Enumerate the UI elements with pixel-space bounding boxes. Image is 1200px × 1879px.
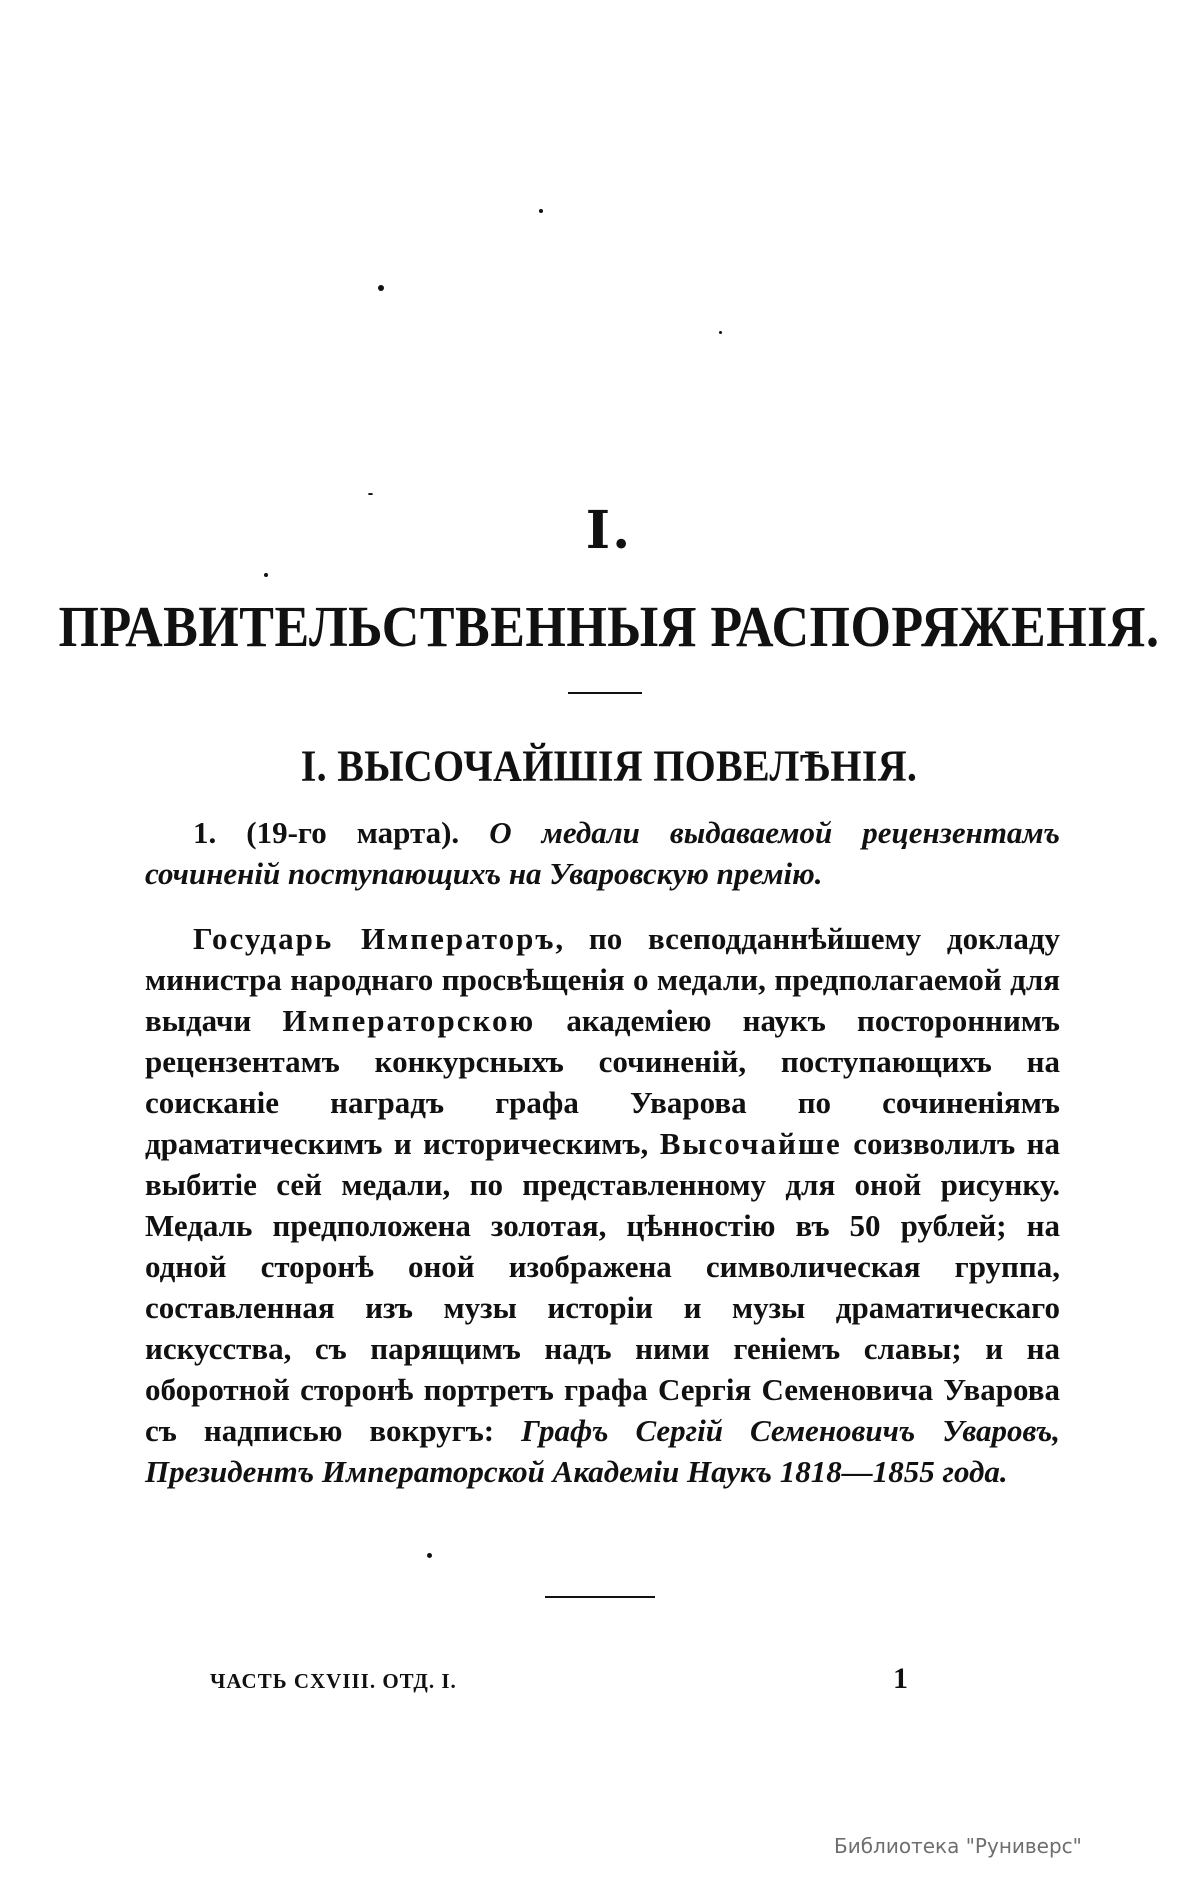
body-inscription: Графъ Сергій Семеновичъ Уваровъ, Президентъ Императорской Академіи Наукъ 1818—1855 года. [145, 1413, 1060, 1489]
body-lead-spaced-1: Государь Императоръ [193, 921, 556, 956]
body-lead-spaced-3: Высочайше [659, 1126, 842, 1161]
body-lead-spaced-2: Императорскою [282, 1003, 536, 1038]
page-number: 1 [893, 1662, 908, 1695]
body-paragraph [145, 918, 1060, 1492]
scan-speck [719, 331, 722, 334]
scan-speck [378, 285, 384, 291]
subsection-title: I. ВЫСОЧАЙШІЯ ПОВЕЛѢНІЯ. [300, 740, 918, 791]
entry-number: 1. [193, 815, 217, 850]
scan-speck [539, 209, 543, 213]
entry-heading [145, 812, 1060, 894]
library-watermark: Библиотека "Руниверс" [834, 1834, 1082, 1858]
entry-date: (19-го марта). [246, 815, 460, 850]
body-text-2: академіею наукъ постороннимъ рецензентамъ конкурсныхъ сочиненій, поступающихъ на соисканіе наградъ графа Уварова по сочиненіямъ драматическимъ и историческимъ, [145, 1003, 1060, 1161]
closing-rule [545, 1596, 655, 1598]
entry-title: О медали выдаваемой рецензентамъ сочиненій поступающихъ на Уваровскую премію. [145, 815, 1061, 891]
body-text-1: , по всеподданнѣйшему докладу министра народнаго просвѣщенія о медали, предполагаемой для выдачи [145, 921, 1061, 1038]
body-text-3: соизволилъ на выбитіе сей медали, по представленному для оной рисунку. Медаль предположена золотая, цѣнностію въ 50 рублей; на одной сторонѣ оной изображена символическая группа, составленная изъ музы исторіи и музы драматическаго искусства, съ парящимъ надъ ними геніемъ славы; и на оборотной сторонѣ портретъ графа Сергія Семеновича Уварова съ надписью вокругъ: [145, 1126, 1061, 1448]
scan-speck [427, 1553, 432, 1558]
section-numeral: I. [585, 500, 633, 561]
divider-rule [568, 692, 642, 694]
page-title: ПРАВИТЕЛЬСТВЕННЫЯ РАСПОРЯЖЕНІЯ. [58, 595, 1160, 660]
scan-speck [264, 573, 268, 577]
scan-speck [368, 493, 373, 495]
signature-mark: ЧАСТЬ CXVIII. ОТД. I. [210, 1669, 457, 1693]
